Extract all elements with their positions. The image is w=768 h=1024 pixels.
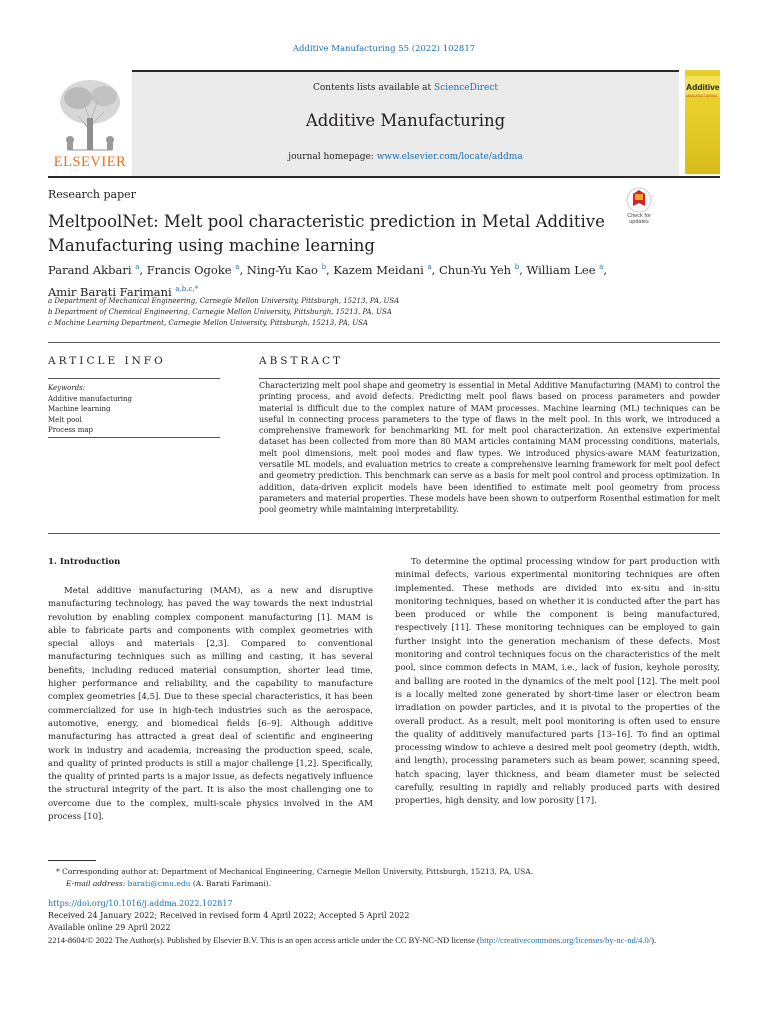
author[interactable]: Ning-Yu Kao $^b$,: [246, 262, 334, 277]
keyword: Additive manufacturing: [48, 394, 133, 403]
received-dates: Received 24 January 2022; Received in revised form 4 April 2022; Accepted 5 April 2022: [48, 911, 410, 920]
author[interactable]: Chun-Yu Yeh $^b$,: [438, 262, 527, 277]
contents-line: [132, 83, 679, 93]
affiliation: c Machine Learning Department, Carnegie Mellon University, Pittsburgh, 15213, PA, USA: [48, 319, 368, 327]
email-link[interactable]: barati@cmu.edu: [127, 879, 191, 888]
homepage-line: [132, 152, 679, 162]
article-info-heading: ARTICLE INFO: [48, 355, 166, 367]
check-updates-label: Check for updates: [627, 213, 651, 225]
keyword: Melt pool: [48, 415, 82, 424]
email-suffix: (A. Barati Farimani).: [192, 879, 272, 888]
keywords-block: [48, 383, 132, 436]
body-column-right: To determine the optimal processing window for part production with minimal defects, various experimental monitoring techniques are often implemented. These methods are divided into ex-situ and in-situ monitoring techniques, based on whether it is conducted after the part has been produced or while the component is being manufactured, respectively [11]. These monitoring techniques can be employed to gain further insight into the generation mechanism of these defects. Most monitoring and control techniques focus on the characteristics of the melt pool, since common defects in MAM, i.e., lack of fusion, keyhole porosity, and balling are rooted in the dynamics of the melt pool [12]. The melt pool is a locally melted zone generated by short-time laser or electron beam irradiation on powder particles, and it is pivotal to the properties of the overall product. As a result, melt pool monitoring is often used to ensure the quality of additively manufactured parts [13–16]. To find an optimal processing window to achieve a desired melt pool geometry (depth, width, and length), processing parameters such as beam power, scanning speed, hatch spacing, layer thickness, and beam diameter must be selected carefully, resulting in rapidly and reliably produced parts with desired properties, high density, and low porosity [17].: [395, 557, 720, 807]
homepage-prefix: journal homepage:: [288, 152, 377, 162]
keywords-rule: [48, 437, 220, 438]
section-rule: [48, 342, 720, 343]
elsevier-wordmark: ELSEVIER: [53, 154, 127, 170]
article-type: Research paper: [48, 188, 136, 201]
journal-homepage-link[interactable]: www.elsevier.com/locate/addma: [376, 152, 523, 162]
footnote-rule: [48, 860, 96, 861]
journal-cover-thumbnail[interactable]: [685, 70, 720, 174]
keywords-label: Keywords:: [48, 384, 86, 392]
contents-prefix: Contents lists available at: [313, 83, 435, 93]
author[interactable]: Amir Barati Farimani $^{a,b,c,*}$: [48, 284, 199, 299]
cover-subtitle: MANUFACTURING: [686, 94, 718, 98]
license-link[interactable]: http://creativecommons.org/licenses/by-nc-nd/4.0/: [479, 935, 652, 945]
journal-title: Additive Manufacturing: [305, 111, 506, 130]
journal-citation[interactable]: Additive Manufacturing 55 (2022) 102817: [292, 44, 476, 54]
header-rule: [48, 176, 720, 178]
keyword: Process map: [48, 426, 94, 434]
online-date: Available online 29 April 2022: [48, 923, 171, 932]
email-label: E-mail address:: [66, 879, 126, 888]
info-rule: [48, 378, 220, 379]
paper-title: MeltpoolNet: Melt pool characteristic prediction in Metal Additive Manufacturing using machine learning: [48, 212, 605, 255]
affiliation: b Department of Chemical Engineering, Carnegie Mellon University, Pittsburgh, 15213, PA, USA: [48, 308, 392, 316]
corresponding-note: * Corresponding author at: Department of Mechanical Engineering, Carnegie Mellon University, Pittsburgh, 15213, PA, USA.: [56, 867, 534, 876]
abstract-bottom-rule: [48, 533, 720, 534]
check-updates-icon: [620, 186, 658, 214]
doi-link[interactable]: https://doi.org/10.1016/j.addma.2022.102817: [48, 899, 233, 908]
journal-info-box: [132, 70, 679, 176]
journal-header: [48, 70, 720, 176]
affiliations: [48, 296, 399, 329]
sciencedirect-link[interactable]: ScienceDirect: [434, 83, 498, 93]
section-heading-introduction: 1. Introduction: [48, 557, 121, 567]
keyword: Machine learning: [48, 405, 111, 413]
check-for-updates-badge[interactable]: [620, 186, 658, 230]
abstract-rule: [259, 378, 720, 379]
author[interactable]: Francis Ogoke $^a$,: [146, 262, 247, 277]
author[interactable]: Parand Akbari $^a$,: [48, 262, 147, 277]
affiliation: a Department of Mechanical Engineering, Carnegie Mellon University, Pittsburgh, 15213, PA, USA: [48, 297, 400, 305]
license-statement: 2214-8604/© 2022 The Author(s). Published by Elsevier B.V. This is an open access article under the CC BY-NC-ND license (http://creativecommons.org/licenses/by-nc-nd/4.0/).: [48, 935, 657, 945]
abstract-heading: ABSTRACT: [259, 355, 344, 367]
elsevier-logo: [48, 70, 132, 176]
corresponding-author-footnote: [48, 866, 720, 890]
body-column-left: Metal additive manufacturing (MAM), as a new and disruptive manufacturing technology, has paved the way towards the next industrial revolution by enabling complex component manufacturing [1]. MAM is able to fabricate parts and components with complex geometries with special alloys and materials [2,3]. Compared to conventional manufacturing techniques such as milling and casting, it has several benefits, including reduced material consumption, shorter lead time, higher performance and reliability, and the capability to manufacture complex geometries [4,5]. Due to these special characteristics, it has been commercialized for use in high-tech industries such as the aerospace, automotive, energy, and biomedical fields [6–9]. Although additive manufacturing has attracted a great deal of scientific and engineering work in industry and academia, increasing the production speed, scale, and quality of printed products is still a major challenge [1,2]. Specifically, the quality of printed parts is a major issue, as defects negatively influence the structural integrity of the part. It is also the most challenging one to overcome due to the complex, multi-scale physics involved in the AM process [10].: [48, 586, 373, 823]
cover-title: Additive: [686, 82, 720, 92]
abstract-text: Characterizing melt pool shape and geometry is essential in Metal Additive Manufacturing (MAM) to control the printing process, and avoid defects. Predicting melt pool flaws based on process parameters and powder material is difficult due to the complex nature of MAM processes. Machine learning (ML) techniques can be useful in connecting process parameters to the type of flaws in the melt pool. In this work, we introduced a comprehensive framework for benchmarking ML for melt pool characterization. An extensive experimental dataset has been collected from more than 80 MAM articles containing MAM processing conditions, materials, melt pool dimensions, melt pool modes and flaw types. We introduced physics-aware MAM featurization, versatile ML models, and evaluation metrics to create a comprehensive learning framework for melt pool defect and geometry prediction. This benchmark can serve as a basis for melt pool control and process optimization. In addition, data-driven explicit models have been identified to estimate melt pool geometry from process parameters and material properties. These models have been shown to outperform Rosenthal estimation for melt pool geometry while maintaining interpretability.: [259, 381, 720, 515]
author[interactable]: Kazem Meidani $^a$,: [333, 262, 439, 277]
author[interactable]: William Lee $^a$,: [526, 262, 608, 277]
publication-details: [48, 898, 720, 946]
